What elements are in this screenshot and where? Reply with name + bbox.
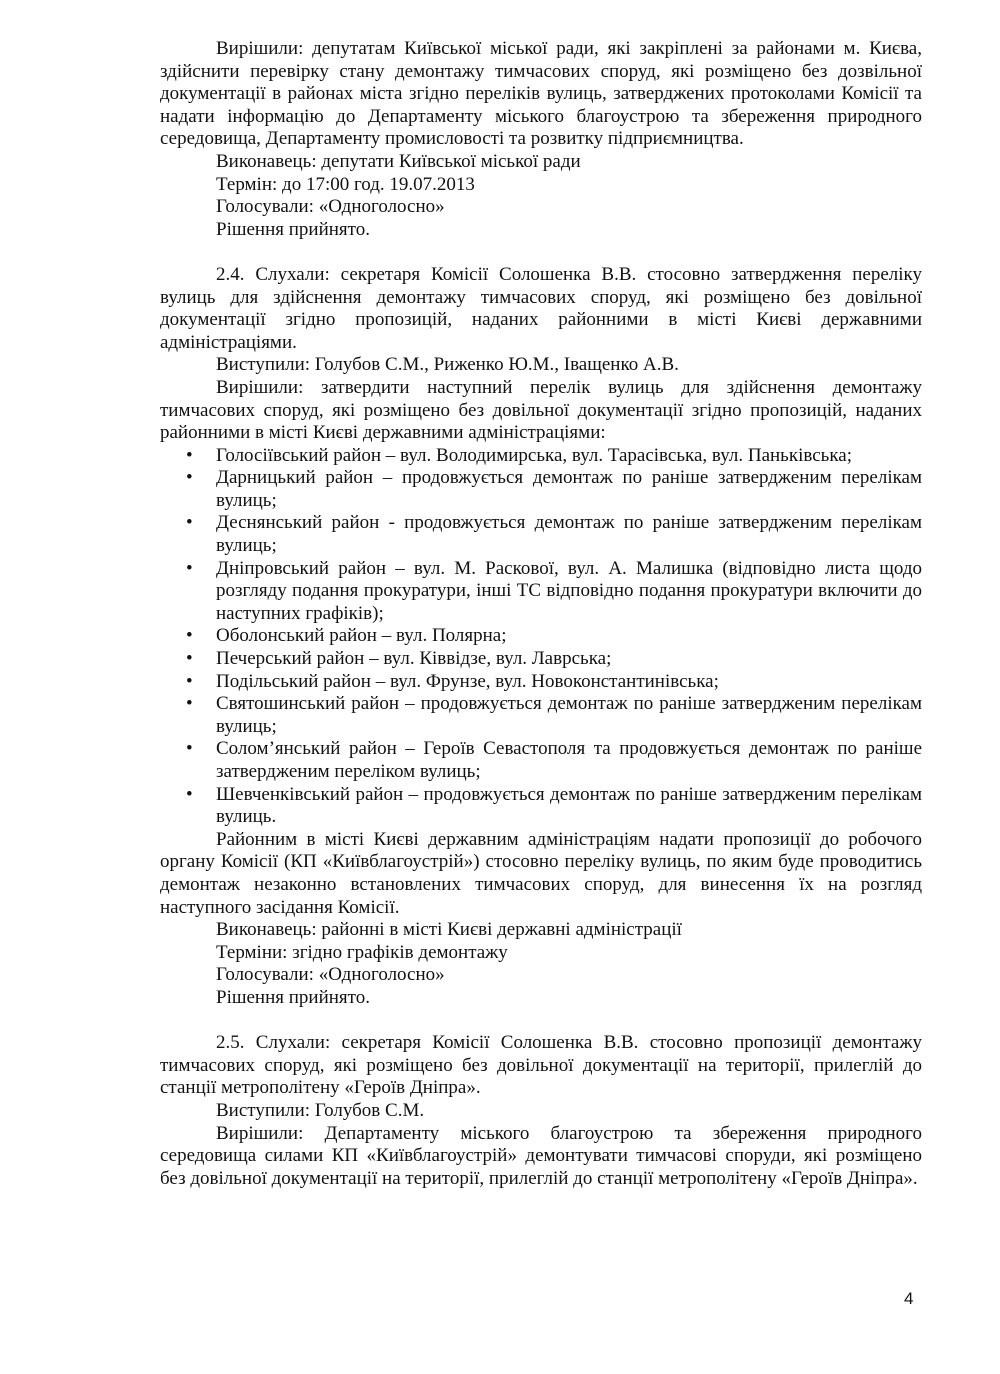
bullet-icon: • xyxy=(186,783,193,805)
district-text: Деснянський район - продовжується демонтаж по раніше затвердженим перелікам вулиць; xyxy=(216,512,922,557)
document-page xyxy=(160,38,922,1190)
deadline-line: Термін: до 17:00 год. 19.07.2013 xyxy=(216,173,475,195)
resolution-intro: Вирішили: затвердити наступний перелік вулиць для здійснення демонтажу тимчасових споруд, які розміщено без довільної документації згідно пропозицій, наданих районними в місті Києві державними адміністраціями: xyxy=(160,376,922,444)
executor-line: Виконавець: районні в місті Києві державні адміністрації xyxy=(216,919,682,941)
district-text: Голосіївський район – вул. Володимирська, вул. Тарасівська, вул. Паньківська; xyxy=(216,444,852,466)
spacer xyxy=(160,1010,922,1033)
speakers-line: Виступили: Голубов С.М. xyxy=(216,1099,425,1121)
district-item xyxy=(160,445,922,468)
district-text: Дніпровський район – вул. М. Раскової, вул. А. Малишка (відповідно листа щодо розгляду подання прокуратури, інші ТС відповідно подання прокуратури включити до наступних графіків); xyxy=(216,557,922,624)
district-item xyxy=(160,625,922,648)
section-2-3-resolution xyxy=(160,38,922,241)
resolution-paragraph: Вирішили: депутатам Київської міської ради, які закріплені за районами м. Києва, здійснити перевірку стану демонтажу тимчасових споруд, які розміщено без дозвільної документації в районах міста згідно переліків вулиць, затверджених протоколами Комісії та надати інформацію до Департаменту міського благоустрою та збереження природного середовища, Департаменту промисловості та розвитку підприємництва. xyxy=(160,38,922,150)
district-text: Дарницький район – продовжується демонтаж по раніше затвердженим перелікам вулиць; xyxy=(216,467,922,511)
bullet-icon: • xyxy=(186,625,193,647)
spacer xyxy=(160,241,922,264)
vote-line: Голосували: «Одноголосно» xyxy=(216,964,445,986)
district-item xyxy=(160,512,922,557)
vote-line: Голосували: «Одноголосно» xyxy=(216,196,445,218)
district-text: Шевченківський район – продовжується демонтаж по раніше затвердженим перелікам вулиць. xyxy=(216,783,922,828)
district-text: Святошинський район – продовжується демонтаж по раніше затвердженим перелікам вулиць; xyxy=(216,693,922,737)
deadline-line: Терміни: згідно графіків демонтажу xyxy=(216,941,508,963)
district-text: Подільський район – вул. Фрунзе, вул. Новоконстантинівська; xyxy=(216,670,719,692)
executor-line: Виконавець: депутати Київської міської ради xyxy=(216,150,581,172)
page-number: 4 xyxy=(904,1289,914,1308)
district-text: Оболонський район – вул. Полярна; xyxy=(216,625,507,647)
bullet-icon: • xyxy=(186,738,193,760)
district-item xyxy=(160,558,922,626)
section-2-5 xyxy=(160,1032,922,1190)
district-item xyxy=(160,467,922,512)
section-2-4 xyxy=(160,264,922,1010)
district-text: Солом’янський район – Героїв Севастополя та продовжується демонтаж по раніше затвердженим переліком вулиць; xyxy=(216,738,922,782)
bullet-icon: • xyxy=(186,693,193,715)
district-item xyxy=(160,738,922,783)
decision-line: Рішення прийнято. xyxy=(216,986,370,1008)
resolution-paragraph: Вирішили: Департаменту міського благоустрою та збереження природного середовища силами КП «Київблагоустрій» демонтувати тимчасові споруди, які розміщено без довільної документації на території, прилеглій до станції метрополітену «Героїв Дніпра». xyxy=(160,1122,922,1189)
heard-paragraph: 2.4. Слухали: секретаря Комісії Солошенка В.В. стосовно затвердження переліку вулиць для здійснення демонтажу тимчасових споруд, які розміщено без довільної документації згідно пропозицій, наданих районними в місті Києві державними адміністраціями. xyxy=(160,263,922,353)
district-text: Печерський район – вул. Ківвідзе, вул. Лаврська; xyxy=(216,648,612,670)
bullet-icon: • xyxy=(186,444,193,466)
proposals-paragraph: Районним в місті Києві державним адміністраціям надати пропозиції до робочого органу Комісії (КП «Київблагоустрій») стосовно переліку вулиць, по яким буде проводитись демонтаж незаконно встановлених тимчасових споруд, для винесення їх на розгляд наступного засідання Комісії. xyxy=(160,828,922,918)
heard-paragraph: 2.5. Слухали: секретаря Комісії Солошенка В.В. стосовно пропозиції демонтажу тимчасових споруд, які розміщено без довільної документації на території, прилеглій до станції метрополітену «Героїв Дніпра». xyxy=(160,1032,922,1099)
speakers-line: Виступили: Голубов С.М., Риженко Ю.М., Іващенко А.В. xyxy=(216,354,679,376)
district-list xyxy=(160,445,922,829)
district-item xyxy=(160,693,922,738)
bullet-icon: • xyxy=(186,670,193,692)
district-item xyxy=(160,784,922,829)
decision-line: Рішення прийнято. xyxy=(216,218,370,240)
district-item xyxy=(160,671,922,694)
bullet-icon: • xyxy=(186,557,193,579)
district-item xyxy=(160,648,922,671)
bullet-icon: • xyxy=(186,512,193,534)
bullet-icon: • xyxy=(186,467,193,489)
bullet-icon: • xyxy=(186,648,193,670)
